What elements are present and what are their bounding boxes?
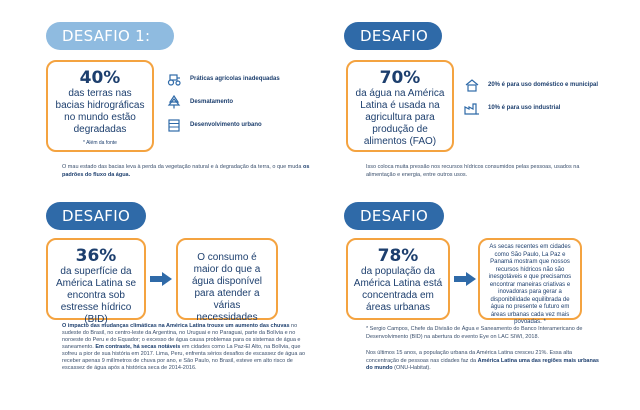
desafio-3-left-stat-text: da superfície da América Latina se encontra sob estresse hídrico (BID) <box>55 266 137 325</box>
desafio-1-description: O mau estado das bacias leva à perda da vegetação natural e à degradação da terra, o que muda os padrões do fluxo da água. <box>62 164 310 178</box>
desafio-3-right-stat-text: da população da América Latina está concentrada em áreas urbanas <box>353 266 443 313</box>
desafio-1-title: DESAFIO 1: <box>46 22 174 50</box>
desafio-2-stat: 70% <box>379 68 421 88</box>
legend-label: Práticas agrícolas inadequadas <box>190 76 280 82</box>
house-icon <box>464 78 480 92</box>
building-icon <box>166 118 182 132</box>
legend-item-urban <box>166 116 280 134</box>
desafio-3-left-stat-box <box>46 238 146 325</box>
arrow-right-icon <box>454 272 476 286</box>
desafio-1-legend <box>166 70 280 139</box>
desafio-1-stat-text: das terras nas bacias hidrográficas no mundo estão degradadas <box>55 88 145 135</box>
legend-item-agriculture <box>166 70 280 88</box>
desafio-3-right-stat-box <box>346 238 450 320</box>
legend-label: Desenvolvimento urbano <box>190 122 262 128</box>
desafio-1-note: * Além da fonte <box>83 140 117 146</box>
desafio-2-title: DESAFIO <box>344 22 442 50</box>
legend-item-industrial <box>464 99 598 117</box>
desafio-1-stat-box <box>46 60 154 152</box>
legend-label: 10% é para uso industrial <box>488 105 561 111</box>
desafio-3-left-title: DESAFIO <box>46 202 146 230</box>
legend-label: 20% é para uso doméstico e municipal <box>488 82 599 88</box>
desafio-1-stat: 40% <box>79 68 121 88</box>
desafio-2-stat-text: da água na América Latina é usada na agricultura para produção de alimentos (FAO) <box>355 88 445 147</box>
desafio-3-right-stat: 78% <box>377 246 419 266</box>
factory-icon <box>464 101 480 115</box>
desafio-3-left-stat: 36% <box>75 246 117 266</box>
legend-label: Desmatamento <box>190 99 234 105</box>
tractor-icon <box>166 72 182 86</box>
desafio-3-left-consequence-box: O consumo é maior do que a água disponível para atender a várias necessidades <box>176 238 278 320</box>
legend-item-domestic <box>464 76 598 94</box>
desafio-3-left-description: O impacto das mudanças climáticas na América Latina trouxe um aumento das chuvas no sudeste do Brasil, no centro-leste da Argentina, no Uruguai e no Paraguai, parte da Bolívia e no noroeste do Peru e do Equador; o excesso de água causa problemas para os sistemas de água e saneamento. Em contraste, há secas notáveis em cidades como La Paz-El Alto, na Bolívia, que sofreu a pior de sua história em 2017. Lima, Peru, enfrenta sérios desafios de escassez de água ao receber apenas 9 milímetros de chuva por ano, e São Paulo, no Brasil, esteve em alto risco de escassez de água após a histórica seca de 2014-2016. <box>62 323 306 371</box>
desafio-3-right-title: DESAFIO <box>344 202 444 230</box>
desafio-2-description: Isso coloca muita pressão nos recursos hídricos consumidos pelas pessoas, usados na alimentação e energia, entre outros usos. <box>366 164 580 178</box>
desafio-2-stat-box <box>346 60 454 152</box>
desafio-3-right-footnote: * Sergio Campos, Chefe da Divisão de Água e Saneamento do Banco Interamericano de Desenvolvimento (BID) na abertura do evento Eye on LAC SIWI, 2018. <box>366 326 583 340</box>
desafio-2-legend <box>464 76 598 122</box>
tree-icon <box>166 95 182 109</box>
desafio-3-right-description: Nos últimos 15 anos, a população urbana da América Latina cresceu 21%. Essa alta concentração de pessoas nas cidades faz da América Latina uma das regiões mais urbanas do mundo (ONU-Habitat). <box>366 350 599 371</box>
desafio-3-right-quote-box: As secas recentes em cidades como São Paulo, La Paz e Panamá mostram que nossos recursos hídricos não são inesgotáveis e que precisamos encontrar maneiras criativas e inovadoras para gerar a disponibilidade equilibrada de água no presente e futuro em áreas urbanas cada vez mais povoadas. * <box>478 238 582 320</box>
arrow-right-icon <box>150 272 172 286</box>
legend-item-deforestation <box>166 93 280 111</box>
